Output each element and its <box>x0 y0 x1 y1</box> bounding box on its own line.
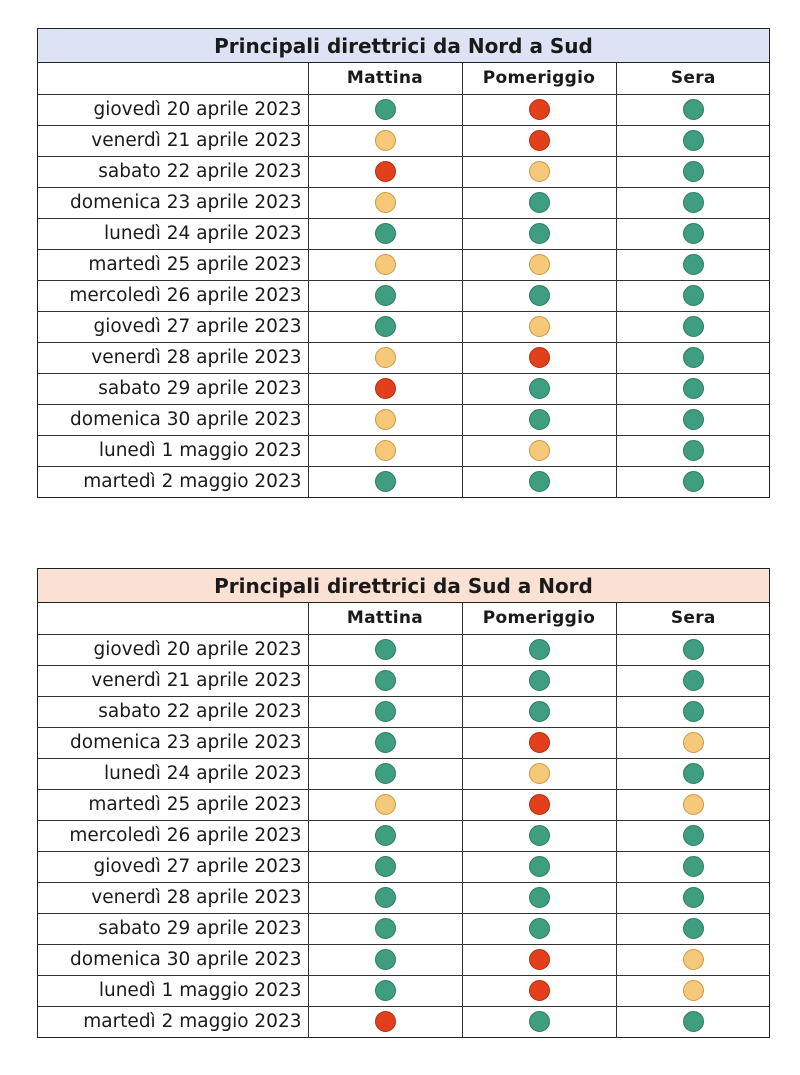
status-dot-green <box>683 825 704 846</box>
status-dot-green <box>683 223 704 244</box>
status-dot-yellow <box>529 763 550 784</box>
sera-cell <box>616 218 770 249</box>
sera-cell <box>616 975 770 1006</box>
status-dot-yellow <box>529 316 550 337</box>
status-dot-green <box>375 856 396 877</box>
status-dot-yellow <box>375 440 396 461</box>
status-dot-yellow <box>375 794 396 815</box>
date-cell: domenica 30 aprile 2023 <box>38 404 308 435</box>
status-dot-yellow <box>529 254 550 275</box>
date-cell: mercoledì 26 aprile 2023 <box>38 820 308 851</box>
sera-cell <box>616 634 770 665</box>
status-dot-green <box>683 347 704 368</box>
status-dot-green <box>683 887 704 908</box>
status-dot-red <box>375 161 396 182</box>
pomeriggio-cell <box>462 373 616 404</box>
table-body <box>38 634 770 1037</box>
pomeriggio-cell <box>462 944 616 975</box>
pomeriggio-cell <box>462 634 616 665</box>
sera-cell <box>616 944 770 975</box>
date-cell: sabato 22 aprile 2023 <box>38 156 308 187</box>
sera-cell <box>616 94 770 125</box>
pomeriggio-cell <box>462 156 616 187</box>
status-dot-yellow <box>375 347 396 368</box>
status-dot-green <box>375 99 396 120</box>
mattina-cell <box>308 851 462 882</box>
pomeriggio-cell <box>462 820 616 851</box>
status-dot-green <box>375 887 396 908</box>
sera-cell <box>616 789 770 820</box>
mattina-cell <box>308 311 462 342</box>
table-row <box>38 975 770 1006</box>
table-row <box>38 94 770 125</box>
date-cell: venerdì 28 aprile 2023 <box>38 882 308 913</box>
date-cell: martedì 2 maggio 2023 <box>38 466 308 497</box>
table-row <box>38 913 770 944</box>
status-dot-yellow <box>529 161 550 182</box>
pomeriggio-cell <box>462 696 616 727</box>
mattina-cell <box>308 944 462 975</box>
status-dot-yellow <box>375 409 396 430</box>
table-row <box>38 944 770 975</box>
status-dot-green <box>375 980 396 1001</box>
pomeriggio-cell <box>462 665 616 696</box>
status-dot-red <box>529 980 550 1001</box>
status-dot-green <box>683 161 704 182</box>
pomeriggio-cell <box>462 404 616 435</box>
status-dot-yellow <box>375 130 396 151</box>
mattina-cell <box>308 218 462 249</box>
date-cell: martedì 25 aprile 2023 <box>38 789 308 820</box>
status-dot-yellow <box>529 440 550 461</box>
status-dot-green <box>683 763 704 784</box>
pomeriggio-cell <box>462 311 616 342</box>
status-dot-green <box>529 409 550 430</box>
table-sud-nord <box>37 568 770 1038</box>
status-dot-green <box>529 1011 550 1032</box>
date-cell: giovedì 27 aprile 2023 <box>38 311 308 342</box>
status-dot-green <box>375 639 396 660</box>
table-row <box>38 280 770 311</box>
table-nord-sud <box>37 28 770 498</box>
sera-cell <box>616 280 770 311</box>
status-dot-green <box>529 856 550 877</box>
pomeriggio-cell <box>462 187 616 218</box>
date-cell: sabato 29 aprile 2023 <box>38 373 308 404</box>
status-dot-green <box>683 639 704 660</box>
sera-cell <box>616 820 770 851</box>
status-dot-green <box>529 378 550 399</box>
status-dot-red <box>529 732 550 753</box>
table-row <box>38 1006 770 1037</box>
status-dot-red <box>375 378 396 399</box>
status-dot-green <box>375 825 396 846</box>
date-cell: lunedì 24 aprile 2023 <box>38 758 308 789</box>
date-cell: giovedì 27 aprile 2023 <box>38 851 308 882</box>
table-row <box>38 727 770 758</box>
table-row <box>38 634 770 665</box>
date-cell: venerdì 28 aprile 2023 <box>38 342 308 373</box>
traffic-forecast-table <box>38 603 770 1037</box>
status-dot-yellow <box>375 192 396 213</box>
table-row <box>38 758 770 789</box>
sera-cell <box>616 727 770 758</box>
status-dot-green <box>529 918 550 939</box>
table-row <box>38 125 770 156</box>
mattina-cell <box>308 727 462 758</box>
status-dot-green <box>529 701 550 722</box>
table-row <box>38 404 770 435</box>
mattina-cell <box>308 665 462 696</box>
table-row <box>38 466 770 497</box>
sera-cell <box>616 125 770 156</box>
pomeriggio-cell <box>462 913 616 944</box>
pomeriggio-cell <box>462 218 616 249</box>
mattina-cell <box>308 373 462 404</box>
pomeriggio-cell <box>462 789 616 820</box>
sera-cell <box>616 342 770 373</box>
status-dot-red <box>529 794 550 815</box>
header-sera: Sera <box>616 63 770 94</box>
pomeriggio-cell <box>462 1006 616 1037</box>
status-dot-green <box>375 732 396 753</box>
status-dot-yellow <box>683 980 704 1001</box>
header-mattina: Mattina <box>308 63 462 94</box>
date-cell: martedì 2 maggio 2023 <box>38 1006 308 1037</box>
pomeriggio-cell <box>462 435 616 466</box>
mattina-cell <box>308 913 462 944</box>
sera-cell <box>616 851 770 882</box>
pomeriggio-cell <box>462 851 616 882</box>
table-row <box>38 249 770 280</box>
mattina-cell <box>308 882 462 913</box>
mattina-cell <box>308 156 462 187</box>
table-row <box>38 311 770 342</box>
status-dot-red <box>375 1011 396 1032</box>
status-dot-green <box>529 285 550 306</box>
table-row <box>38 342 770 373</box>
date-cell: lunedì 1 maggio 2023 <box>38 435 308 466</box>
table-row <box>38 820 770 851</box>
pomeriggio-cell <box>462 882 616 913</box>
mattina-cell <box>308 187 462 218</box>
status-dot-red <box>529 949 550 970</box>
mattina-cell <box>308 466 462 497</box>
table-row <box>38 696 770 727</box>
mattina-cell <box>308 634 462 665</box>
pomeriggio-cell <box>462 727 616 758</box>
status-dot-green <box>683 285 704 306</box>
mattina-cell <box>308 404 462 435</box>
date-cell: domenica 23 aprile 2023 <box>38 727 308 758</box>
status-dot-green <box>683 1011 704 1032</box>
table-row <box>38 882 770 913</box>
status-dot-yellow <box>375 254 396 275</box>
status-dot-green <box>375 471 396 492</box>
status-dot-green <box>683 471 704 492</box>
status-dot-red <box>529 130 550 151</box>
date-cell: lunedì 24 aprile 2023 <box>38 218 308 249</box>
mattina-cell <box>308 435 462 466</box>
sera-cell <box>616 249 770 280</box>
status-dot-green <box>683 409 704 430</box>
table-row <box>38 187 770 218</box>
status-dot-green <box>529 471 550 492</box>
header-row <box>38 603 770 634</box>
status-dot-green <box>529 639 550 660</box>
sera-cell <box>616 156 770 187</box>
date-cell: sabato 22 aprile 2023 <box>38 696 308 727</box>
header-sera: Sera <box>616 603 770 634</box>
pomeriggio-cell <box>462 249 616 280</box>
sera-cell <box>616 435 770 466</box>
table-row <box>38 789 770 820</box>
status-dot-green <box>375 670 396 691</box>
mattina-cell <box>308 280 462 311</box>
status-dot-green <box>683 440 704 461</box>
status-dot-green <box>529 223 550 244</box>
status-dot-green <box>683 856 704 877</box>
status-dot-green <box>683 254 704 275</box>
status-dot-green <box>375 701 396 722</box>
pomeriggio-cell <box>462 466 616 497</box>
pomeriggio-cell <box>462 280 616 311</box>
status-dot-red <box>529 347 550 368</box>
date-cell: venerdì 21 aprile 2023 <box>38 125 308 156</box>
status-dot-green <box>375 223 396 244</box>
header-date <box>38 63 308 94</box>
header-pomeriggio: Pomeriggio <box>462 63 616 94</box>
date-cell: venerdì 21 aprile 2023 <box>38 665 308 696</box>
status-dot-green <box>529 670 550 691</box>
date-cell: mercoledì 26 aprile 2023 <box>38 280 308 311</box>
mattina-cell <box>308 789 462 820</box>
status-dot-green <box>683 378 704 399</box>
pomeriggio-cell <box>462 125 616 156</box>
date-cell: domenica 23 aprile 2023 <box>38 187 308 218</box>
status-dot-green <box>375 285 396 306</box>
mattina-cell <box>308 696 462 727</box>
status-dot-green <box>683 918 704 939</box>
mattina-cell <box>308 125 462 156</box>
header-mattina: Mattina <box>308 603 462 634</box>
table-title: Principali direttrici da Nord a Sud <box>38 29 769 63</box>
table-row <box>38 665 770 696</box>
date-cell: martedì 25 aprile 2023 <box>38 249 308 280</box>
status-dot-green <box>529 825 550 846</box>
status-dot-green <box>529 192 550 213</box>
status-dot-green <box>683 701 704 722</box>
pomeriggio-cell <box>462 975 616 1006</box>
date-cell: lunedì 1 maggio 2023 <box>38 975 308 1006</box>
status-dot-yellow <box>683 732 704 753</box>
sera-cell <box>616 882 770 913</box>
table-body <box>38 94 770 497</box>
status-dot-green <box>683 670 704 691</box>
header-row <box>38 63 770 94</box>
header-pomeriggio: Pomeriggio <box>462 603 616 634</box>
sera-cell <box>616 466 770 497</box>
mattina-cell <box>308 249 462 280</box>
table-row <box>38 373 770 404</box>
table-row <box>38 218 770 249</box>
sera-cell <box>616 758 770 789</box>
header-date <box>38 603 308 634</box>
mattina-cell <box>308 758 462 789</box>
traffic-forecast-table <box>38 63 770 497</box>
status-dot-green <box>683 192 704 213</box>
status-dot-green <box>529 887 550 908</box>
mattina-cell <box>308 94 462 125</box>
status-dot-red <box>529 99 550 120</box>
status-dot-green <box>375 316 396 337</box>
status-dot-green <box>683 316 704 337</box>
sera-cell <box>616 373 770 404</box>
date-cell: giovedì 20 aprile 2023 <box>38 634 308 665</box>
mattina-cell <box>308 1006 462 1037</box>
status-dot-green <box>375 949 396 970</box>
status-dot-green <box>375 763 396 784</box>
table-row <box>38 851 770 882</box>
status-dot-green <box>683 130 704 151</box>
sera-cell <box>616 404 770 435</box>
status-dot-yellow <box>683 949 704 970</box>
status-dot-green <box>683 99 704 120</box>
pomeriggio-cell <box>462 758 616 789</box>
sera-cell <box>616 1006 770 1037</box>
sera-cell <box>616 665 770 696</box>
date-cell: sabato 29 aprile 2023 <box>38 913 308 944</box>
mattina-cell <box>308 342 462 373</box>
status-dot-green <box>375 918 396 939</box>
pomeriggio-cell <box>462 94 616 125</box>
mattina-cell <box>308 975 462 1006</box>
mattina-cell <box>308 820 462 851</box>
sera-cell <box>616 311 770 342</box>
sera-cell <box>616 913 770 944</box>
pomeriggio-cell <box>462 342 616 373</box>
table-row <box>38 435 770 466</box>
sera-cell <box>616 696 770 727</box>
status-dot-yellow <box>683 794 704 815</box>
date-cell: domenica 30 aprile 2023 <box>38 944 308 975</box>
sera-cell <box>616 187 770 218</box>
table-row <box>38 156 770 187</box>
table-title: Principali direttrici da Sud a Nord <box>38 569 769 603</box>
date-cell: giovedì 20 aprile 2023 <box>38 94 308 125</box>
